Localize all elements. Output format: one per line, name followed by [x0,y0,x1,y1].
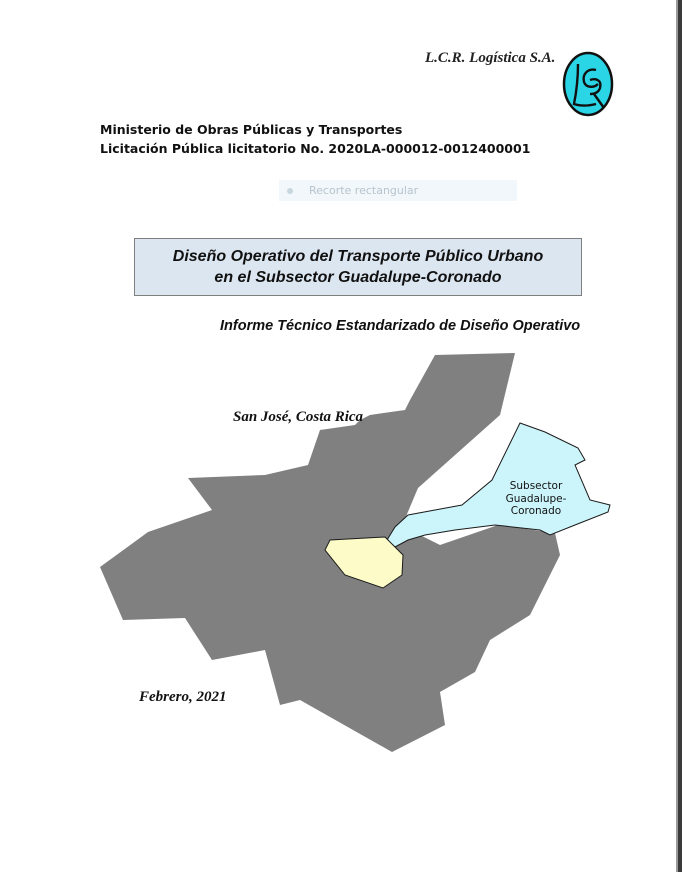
location-label: San José, Costa Rica [233,409,364,425]
snip-mode-label: Recorte rectangular [309,184,419,197]
subsector-label-line: Coronado [510,505,562,517]
title-line-2: en el Subsector Guadalupe-Coronado [214,269,502,286]
subsector-label [498,480,574,518]
subsector-label-line: Subsector [509,480,563,492]
report-subtitle: Informe Técnico Estandarizado de Diseño Operativo [220,318,581,334]
tender-number: Licitación Pública licitatorio No. 2020LA-000012-0012400001 [100,141,531,156]
subsector-label-line: Guadalupe- [505,492,567,505]
title-line-1: Diseño Operativo del Transporte Público Urbano [172,248,544,265]
ministry-name: Ministerio de Obras Públicas y Transportes [100,122,403,137]
company-name: L.C.R. Logística S.A. [425,50,556,66]
report-date: Febrero, 2021 [139,689,227,705]
